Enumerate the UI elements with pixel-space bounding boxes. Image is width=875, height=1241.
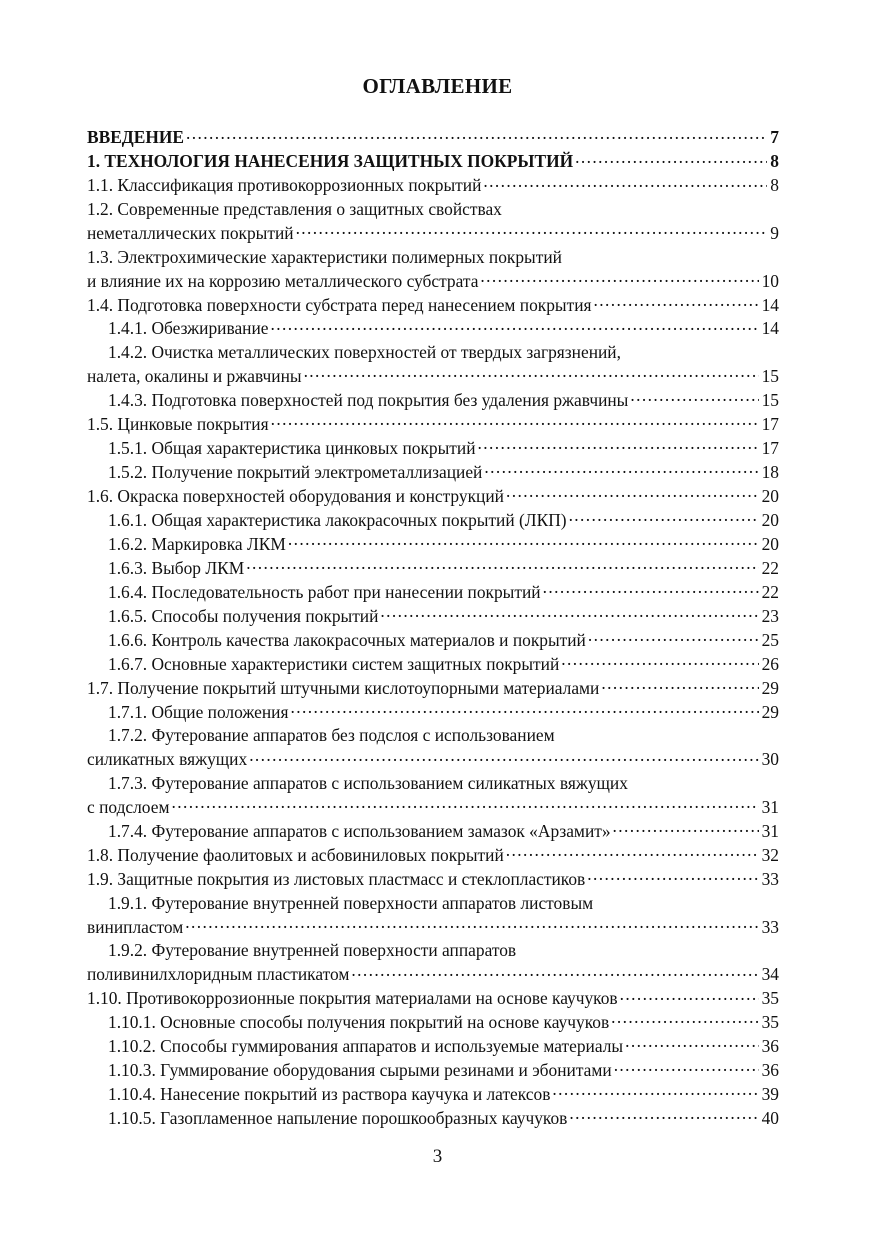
toc-entry-page-number: 15 — [761, 366, 779, 387]
toc-entry-last-line — [87, 365, 779, 389]
dot-leader — [249, 748, 758, 765]
toc-entry[interactable] — [87, 198, 779, 246]
toc-entry[interactable] — [108, 461, 779, 485]
toc-entry-page-number: 20 — [761, 533, 779, 554]
toc-entry-title: 1.6.1. Общая характеристика лакокрасочных покрытий (ЛКП) — [108, 509, 567, 530]
toc-entry-page-number: 14 — [761, 294, 779, 315]
dot-leader — [569, 1107, 758, 1124]
toc-entry[interactable] — [87, 293, 779, 317]
toc-entry[interactable] — [108, 652, 779, 676]
toc-entry-title-line: 1.4.2. Очистка металлических поверхностей от твердых загрязнений, — [108, 342, 621, 363]
toc-entry[interactable] — [108, 533, 779, 557]
toc-entry-last-line — [108, 629, 779, 653]
toc-entry-page-number: 20 — [761, 485, 779, 506]
toc-entry-title: и влияние их на коррозию металлического субстрата — [87, 270, 479, 291]
toc-entry-title: 1.6.4. Последовательность работ при нанесении покрытий — [108, 581, 541, 602]
toc-entry[interactable] — [108, 581, 779, 605]
toc-entry-page-number: 29 — [761, 677, 779, 698]
toc-entry-page-number: 7 — [770, 127, 779, 148]
dot-leader — [620, 987, 759, 1004]
dot-leader — [611, 1011, 758, 1028]
toc-entry-last-line — [87, 293, 779, 317]
toc-entry-last-line — [87, 485, 779, 509]
toc-entry-title: ВВЕДЕНИЕ — [87, 127, 185, 148]
toc-entry-last-line — [108, 581, 779, 605]
toc-entry-last-line — [87, 987, 779, 1011]
toc-entry-last-line — [87, 963, 779, 987]
toc-entry[interactable] — [87, 174, 779, 198]
toc-entry-page-number: 35 — [761, 1012, 779, 1033]
toc-entry-title-line: 1.3. Электрохимические характеристики полимерных покрытий — [87, 246, 562, 267]
toc-entry-title: 1.8. Получение фаолитовых и асбовиниловых покрытий — [87, 844, 504, 865]
toc-entry[interactable] — [87, 126, 779, 150]
toc-entry-page-number: 33 — [761, 916, 779, 937]
toc-entry[interactable] — [108, 437, 779, 461]
toc-entry-last-line — [108, 820, 779, 844]
toc-entry-title: 1.7. Получение покрытий штучными кислотоупорными материалами — [87, 677, 600, 698]
toc-entry[interactable] — [87, 413, 779, 437]
toc-entry[interactable] — [87, 892, 779, 940]
toc-entry-last-line — [87, 413, 779, 437]
toc-entry-last-line — [108, 509, 779, 533]
dot-leader — [271, 413, 759, 430]
toc-entry-page-number: 36 — [761, 1060, 779, 1081]
toc-entry-title: 1.4.1. Обезжиривание — [108, 318, 269, 339]
toc-entry-title: 1.10.4. Нанесение покрытий из раствора каучука и латексов — [108, 1084, 551, 1105]
toc-entry-title-line: 1.9.2. Футерование внутренней поверхности аппаратов — [108, 940, 517, 961]
toc-entry-page-number: 34 — [761, 964, 779, 985]
dot-leader — [288, 533, 759, 550]
dot-leader — [506, 844, 759, 861]
toc-entry-page-number: 32 — [761, 844, 779, 865]
dot-leader — [271, 317, 759, 334]
toc-entry-last-line — [108, 1059, 779, 1083]
toc-entry-title: винипластом — [87, 916, 184, 937]
toc-entry-title: 1.10.3. Гуммирование оборудования сырыми резинами и эбонитами — [108, 1060, 612, 1081]
toc-entry-title-line: 1.9.1. Футерование внутренней поверхности аппаратов листовым — [108, 892, 594, 913]
toc-entry-page-number: 18 — [761, 462, 779, 482]
toc-entry-page-number: 25 — [761, 629, 779, 650]
toc-entry-page-number: 40 — [761, 1108, 779, 1129]
toc-entry-title: 1.5.1. Общая характеристика цинковых покрытий — [108, 438, 476, 459]
toc-entry-last-line — [108, 1107, 779, 1131]
toc-entry-title: 1.5.2. Получение покрытий электрометаллизацией — [108, 462, 483, 482]
toc-entry-last-line — [87, 868, 779, 892]
toc-entry-title-line: 1.2. Современные представления о защитных свойствах — [87, 198, 502, 219]
toc-entry[interactable] — [108, 700, 779, 724]
dot-leader — [480, 269, 758, 286]
toc-entry[interactable] — [87, 868, 779, 892]
toc-entry-page-number: 31 — [761, 820, 779, 841]
toc-entry-last-line — [108, 461, 779, 485]
toc-entry-last-line — [87, 676, 779, 700]
toc-entry-last-line — [108, 533, 779, 557]
toc-entry-page-number: 31 — [761, 797, 779, 817]
toc-entry-last-line — [108, 389, 779, 413]
toc-entry-title: налета, окалины и ржавчины — [87, 366, 302, 387]
dot-leader — [561, 652, 758, 669]
toc-entry-title: 1.10.5. Газопламенное напыление порошкообразных каучуков — [108, 1108, 568, 1129]
toc-entry-title-line: 1.7.3. Футерование аппаратов с использованием силикатных вяжущих — [108, 773, 628, 794]
toc-entry-title: 1.6.7. Основные характеристики систем защитных покрытий — [108, 653, 560, 674]
toc-entry-page-number: 39 — [761, 1084, 779, 1105]
toc-entry-last-line — [87, 222, 779, 246]
toc-entry[interactable] — [108, 1059, 779, 1083]
toc-entry-last-line — [108, 1011, 779, 1035]
dot-leader — [246, 557, 758, 574]
toc-entry-title: 1.4. Подготовка поверхности субстрата перед нанесением покрытия — [87, 294, 592, 315]
toc-entry[interactable] — [108, 1107, 779, 1131]
toc-entry[interactable] — [87, 844, 779, 868]
toc-entry-page-number: 17 — [761, 438, 779, 459]
toc-entry[interactable] — [87, 772, 779, 820]
toc-entry-page-number: 22 — [761, 581, 779, 602]
toc-entry[interactable] — [87, 939, 779, 987]
toc-entry-title: 1.10.2. Способы гуммирования аппаратов и используемые материалы — [108, 1036, 624, 1057]
toc-entry[interactable] — [87, 676, 779, 700]
table-of-contents — [87, 126, 779, 1131]
toc-entry-title: силикатных вяжущих — [87, 749, 248, 770]
toc-entry-title: 1.10. Противокоррозионные покрытия материалами на основе каучуков — [87, 988, 618, 1009]
toc-entry-page-number: 36 — [761, 1036, 779, 1057]
toc-entry-title: 1.5. Цинковые покрытия — [87, 414, 269, 435]
dot-leader — [614, 1059, 759, 1076]
toc-entry-last-line — [108, 437, 779, 461]
toc-entry-title: 1. ТЕХНОЛОГИЯ НАНЕСЕНИЯ ЗАЩИТНЫХ ПОКРЫТИЙ — [87, 151, 574, 172]
toc-entry-page-number: 20 — [761, 509, 779, 530]
toc-entry[interactable] — [87, 341, 779, 389]
toc-entry-last-line — [108, 1083, 779, 1107]
toc-entry-title: 1.6.6. Контроль качества лакокрасочных материалов и покрытий — [108, 629, 586, 650]
toc-entry[interactable] — [108, 820, 779, 844]
toc-entry-title: поливинилхлоридным пластикатом — [87, 964, 350, 985]
dot-leader — [351, 963, 758, 980]
toc-entry-title-line: 1.7.2. Футерование аппаратов без подслоя с использованием — [108, 725, 555, 746]
toc-entry-title: 1.4.3. Подготовка поверхностей под покрытия без удаления ржавчины — [108, 390, 629, 411]
dot-leader — [543, 581, 759, 598]
toc-entry-last-line — [108, 557, 779, 581]
toc-entry-page-number: 14 — [761, 318, 779, 339]
toc-entry-title: 1.6. Окраска поверхностей оборудования и конструкций — [87, 485, 504, 506]
dot-leader — [484, 461, 758, 478]
toc-entry[interactable] — [108, 1035, 779, 1059]
dot-leader — [594, 293, 759, 310]
toc-entry[interactable] — [108, 1083, 779, 1107]
toc-entry-page-number: 10 — [761, 270, 779, 291]
dot-leader — [575, 150, 767, 167]
toc-entry-last-line — [87, 126, 779, 150]
dot-leader — [186, 126, 767, 143]
toc-entry-last-line — [87, 150, 779, 174]
toc-entry-last-line — [108, 317, 779, 341]
toc-entry[interactable] — [108, 605, 779, 629]
toc-entry-last-line — [108, 605, 779, 629]
toc-entry[interactable] — [108, 1011, 779, 1035]
toc-entry-title: 1.10.1. Основные способы получения покрытий на основе каучуков — [108, 1012, 610, 1033]
toc-entry[interactable] — [87, 246, 779, 294]
toc-entry-page-number: 15 — [761, 390, 779, 411]
dot-leader — [185, 915, 758, 932]
toc-entry-last-line — [87, 796, 779, 820]
toc-entry-page-number: 33 — [761, 868, 779, 889]
dot-leader — [569, 509, 759, 526]
dot-leader — [613, 820, 759, 837]
dot-leader — [296, 222, 768, 239]
toc-entry-last-line — [87, 844, 779, 868]
toc-entry-page-number: 9 — [770, 222, 779, 243]
page-number: 3 — [432, 1146, 443, 1167]
toc-entry-title: неметаллических покрытий — [87, 222, 294, 243]
dot-leader — [506, 485, 759, 502]
dot-leader — [625, 1035, 759, 1052]
page-title: ОГЛАВЛЕНИЕ — [362, 74, 513, 98]
toc-entry-last-line — [87, 174, 779, 198]
toc-entry-title: 1.7.1. Общие положения — [108, 701, 289, 722]
toc-entry-page-number: 8 — [770, 175, 779, 196]
dot-leader — [587, 868, 758, 885]
toc-entry-page-number: 8 — [770, 151, 779, 172]
dot-leader — [380, 605, 758, 622]
toc-entry-title: 1.9. Защитные покрытия из листовых пластмасс и стеклопластиков — [87, 868, 586, 889]
toc-entry-title: 1.7.4. Футерование аппаратов с использованием замазок «Арзамит» — [108, 820, 611, 841]
toc-entry[interactable] — [87, 987, 779, 1011]
toc-entry-title: 1.6.2. Маркировка ЛКМ — [108, 533, 286, 554]
toc-entry-title: 1.6.3. Выбор ЛКМ — [108, 557, 245, 578]
toc-entry-last-line — [108, 652, 779, 676]
toc-entry-title: с подслоем — [87, 797, 170, 817]
dot-leader — [290, 700, 758, 717]
dot-leader — [478, 437, 759, 454]
toc-entry[interactable] — [87, 724, 779, 772]
dot-leader — [630, 389, 758, 406]
dot-leader — [601, 676, 758, 693]
toc-entry-page-number: 17 — [761, 414, 779, 435]
toc-entry[interactable] — [87, 485, 779, 509]
toc-entry-page-number: 29 — [761, 701, 779, 722]
toc-entry-last-line — [108, 1035, 779, 1059]
toc-entry-page-number: 35 — [761, 988, 779, 1009]
toc-entry[interactable] — [87, 150, 779, 174]
toc-entry[interactable] — [108, 317, 779, 341]
toc-entry-page-number: 30 — [761, 749, 779, 770]
toc-entry[interactable] — [108, 389, 779, 413]
toc-entry-page-number: 22 — [761, 557, 779, 578]
toc-entry[interactable] — [108, 629, 779, 653]
dot-leader — [552, 1083, 758, 1100]
dot-leader — [304, 365, 759, 382]
toc-entry-title: 1.1. Классификация противокоррозионных покрытий — [87, 175, 482, 196]
toc-entry[interactable] — [108, 557, 779, 581]
toc-entry-last-line — [87, 915, 779, 939]
toc-entry-last-line — [108, 700, 779, 724]
toc-entry[interactable] — [108, 509, 779, 533]
toc-entry-title: 1.6.5. Способы получения покрытий — [108, 605, 379, 626]
dot-leader — [588, 629, 759, 646]
toc-entry-last-line — [87, 269, 779, 293]
toc-entry-last-line — [87, 748, 779, 772]
dot-leader — [483, 174, 767, 191]
toc-entry-page-number: 26 — [761, 653, 779, 674]
toc-entry-page-number: 23 — [761, 605, 779, 626]
dot-leader — [171, 796, 758, 813]
